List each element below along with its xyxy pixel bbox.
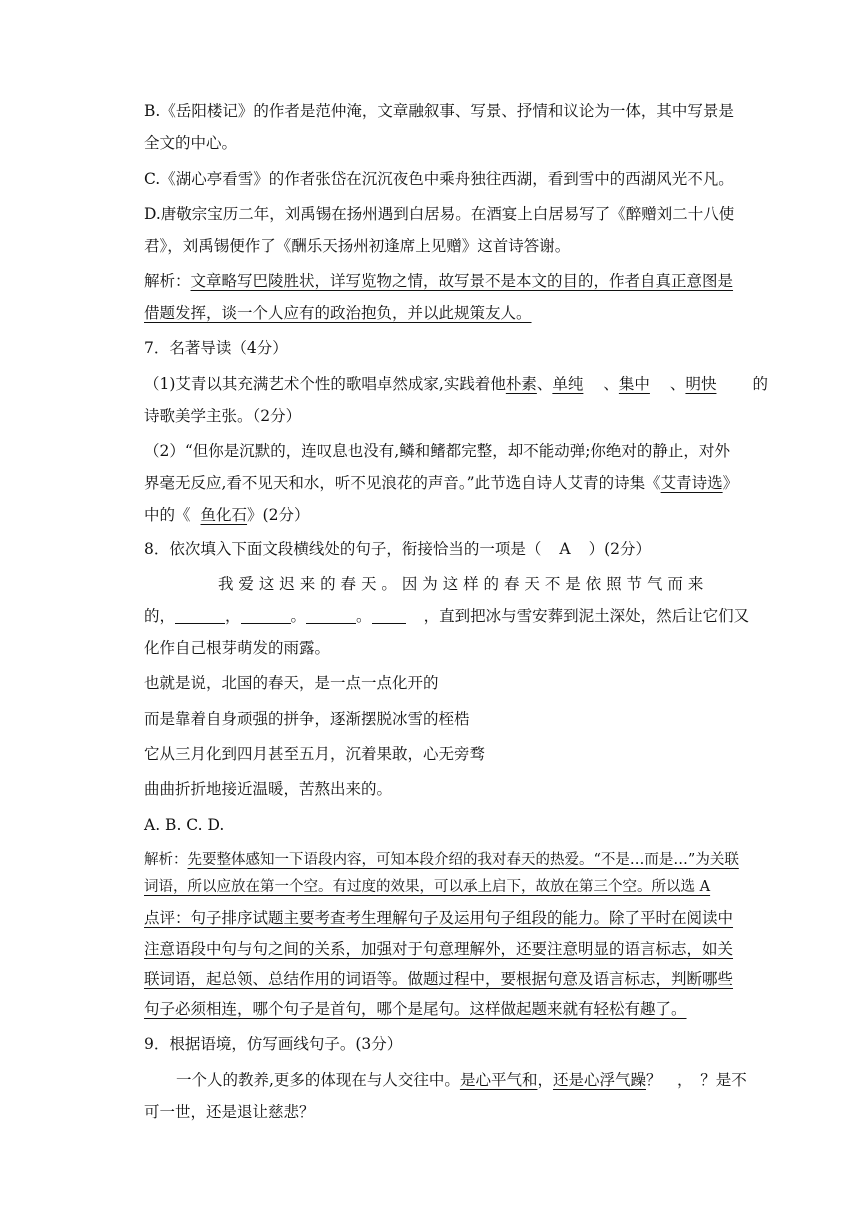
q9-prompt-line-2: 可一世，还是退让慈悲？	[144, 1103, 315, 1121]
q8-comment-line-3: 联词语，起总领、总结作用的词语等。做题过程中，要根据句意及语言标志，判断哪些	[144, 970, 734, 988]
blank-1	[175, 607, 225, 624]
sentence-3: 它从三月化到四月甚至五月，沉着果敢，心无旁骛	[144, 745, 486, 763]
option-d-line-2: 君》，刘禹锡便作了《酬乐天扬州初逢席上见赠》这首诗答谢。	[144, 237, 571, 255]
separator: 、	[603, 375, 619, 393]
separator: 、	[536, 375, 553, 393]
analysis-text: 先要整体感知一下语段内容，可知本段介绍的我对春天的热爱。“不是…而是…”为关联	[187, 852, 739, 868]
blank-3	[306, 607, 356, 624]
passage-text: 的，	[144, 607, 176, 625]
punct: 。	[290, 607, 307, 625]
q8-analysis-line-1	[144, 850, 739, 870]
q9-prompt-line-1	[176, 1070, 747, 1090]
q8-passage-line-1: 我 爱 这 迟 来 的 春 天 。 因 为 这 样 的 春 天 不 是 依 照 节 气 而 来	[218, 575, 704, 593]
q8-score: ）(2分）	[588, 540, 651, 558]
q7-part2-line-3	[144, 505, 309, 525]
q7-part2-line-1: （2）“但你是沉默的，连叹息也没有,鳞和鳍都完整，却不能动弹;你绝对的静止，对外	[144, 442, 730, 460]
q8-comment-line-4: 句子必须相连，哪个句子是首句，哪个是尾句。这样做起题来就有轻松有趣了。	[144, 1000, 687, 1018]
q8-comment-line-1: 点评：句子排序试题主要考查考生理解句子及运用句子组段的能力。除了平时在阅读中	[144, 909, 734, 927]
q6-analysis-line-2: 借题发挥，谈一个人应有的政治抱负，并以此规策友人。	[144, 304, 532, 322]
q9-text: 一个人的教养,更多的体现在与人交往中。	[176, 1071, 460, 1089]
q8-answer: A	[559, 540, 571, 558]
bracket: 》	[722, 474, 739, 492]
q7-part2-text: 界毫无反应,看不见天和水，听不见浪花的声音。”此节选自诗人艾青的诗集《	[144, 474, 661, 492]
q8-title	[144, 539, 651, 559]
q7-part2-text: 中的《	[144, 506, 191, 524]
q8-passage-line-3: 化作自己根芽萌发的雨露。	[144, 639, 331, 657]
bracket: 》(2分）	[247, 506, 310, 524]
q8-choices: A. B. C. D.	[144, 816, 225, 834]
q8-passage-line-2	[144, 606, 749, 626]
q7-part1-end: 的	[752, 375, 768, 393]
q7-part1-text: （1)艾青以其充满艺术个性的歌唱卓然成家,实践着他	[144, 375, 506, 393]
q9-title: 9．根据语境，仿写画线句子。(3分）	[144, 1035, 403, 1053]
punct: ，	[225, 607, 241, 625]
q7-part1-line-1	[144, 374, 768, 394]
q8-title-text: 8．依次填入下面文段横线处的句子，衔接恰当的一项是（	[144, 540, 542, 558]
answer-word-2: 单纯	[552, 375, 584, 393]
analysis-label: 解析：	[144, 852, 188, 868]
q6-analysis-line-1	[144, 271, 733, 291]
blank-4	[372, 607, 406, 624]
sentence-1: 也就是说，北国的春天，是一点一点化开的	[144, 674, 439, 692]
punct: 。	[356, 607, 372, 625]
q9-text: ？ ， ？是不	[645, 1071, 747, 1089]
option-b-line-1: B.《岳阳楼记》的作者是范仲淹，文章融叙事、写景、抒情和议论为一体，其中写景是	[144, 102, 734, 120]
q8-comment-line-2: 注意语段中句与句之间的关系，加强对于句意理解外，还要注意明显的语言标志，如关	[144, 940, 734, 958]
answer-word-4: 明快	[685, 375, 717, 393]
underlined-phrase-2: 还是心浮气躁	[552, 1071, 646, 1089]
answer-word-3: 集中	[618, 375, 650, 393]
option-d-line-1: D.唐敬宗宝历二年，刘禹锡在扬州遇到白居易。在酒宴上白居易写了《醉赠刘二十八使	[144, 205, 735, 223]
option-c: C.《湖心亭看雪》的作者张岱在沉沉夜色中乘舟独往西湖，看到雪中的西湖风光不凡。	[144, 170, 734, 188]
q8-analysis-line-2: 词语，所以应放在第一个空。有过度的效果，可以承上启下，故放在第三个空。所以选 A	[144, 879, 711, 895]
passage-text: ，直到把冰与雪安葬到泥土深处，然后让它们又	[423, 607, 750, 625]
option-b-line-2: 全文的中心。	[144, 134, 238, 152]
q7-part2-line-2	[144, 473, 738, 493]
q7-part1-line-2: 诗歌美学主张。（2分）	[144, 407, 302, 425]
sentence-4: 曲曲折折地接近温暖，苦熬出来的。	[144, 780, 393, 798]
poem-title: 鱼化石	[200, 506, 248, 524]
underlined-phrase-1: 是心平气和	[459, 1071, 538, 1089]
answer-word-1: 朴素	[505, 375, 537, 393]
punct: ，	[537, 1071, 553, 1089]
q7-title: 7．名著导读（4分）	[144, 339, 288, 357]
sentence-2: 而是靠着自身顽强的拼争，逐渐摆脱冰雪的桎梏	[144, 710, 470, 728]
separator: 、	[669, 375, 686, 393]
answer-book: 艾青诗选	[660, 474, 723, 492]
analysis-text: 文章略写巴陵胜状，详写览物之情，故写景不是本文的目的，作者自真正意图是	[190, 272, 734, 290]
answer-poem	[191, 506, 248, 524]
analysis-label: 解析：	[144, 272, 191, 290]
blank-2	[241, 607, 291, 624]
